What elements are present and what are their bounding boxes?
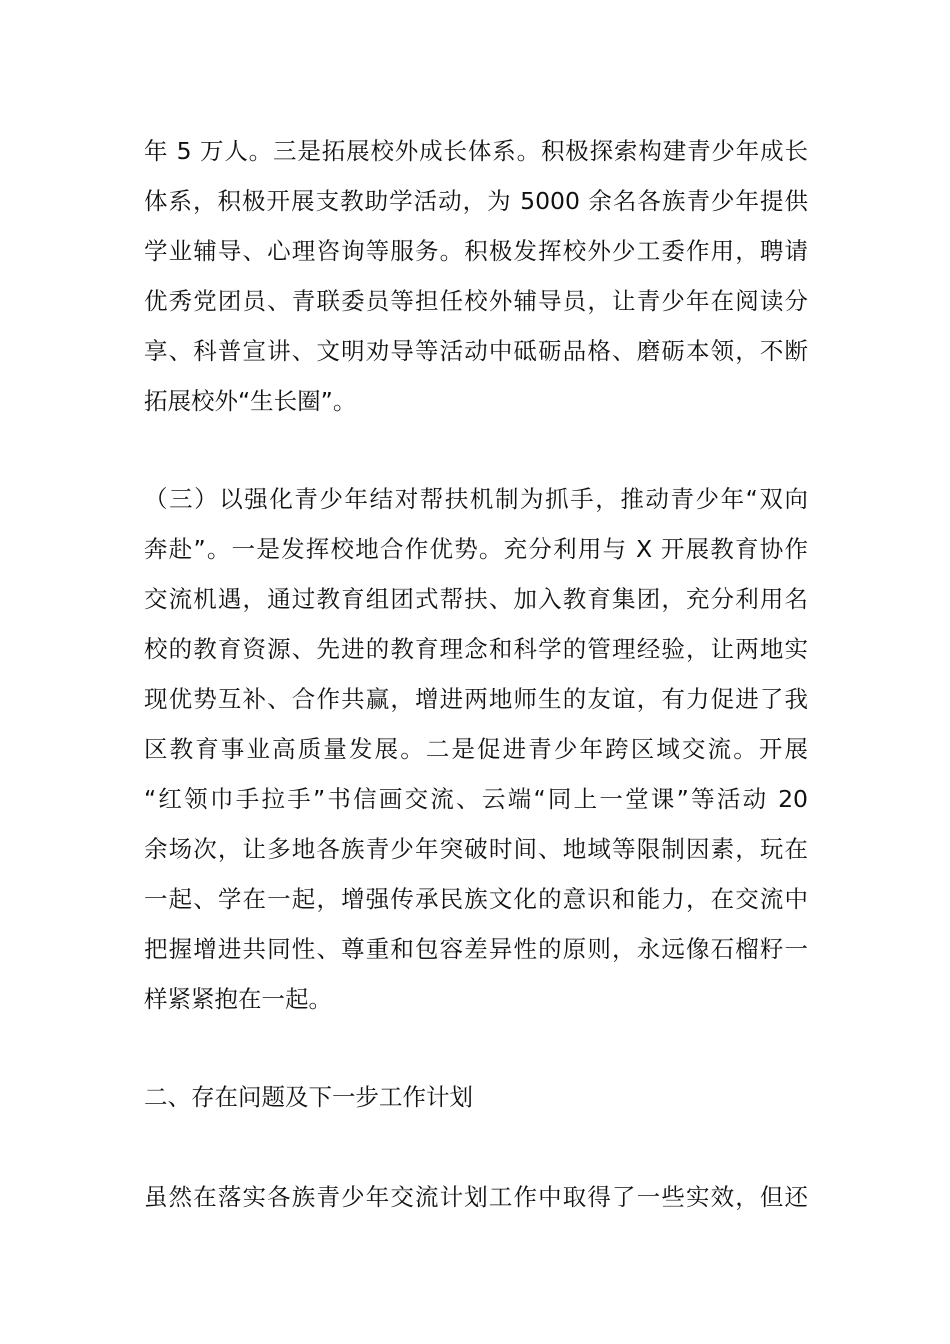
text-line: （三）以强化青少年结对帮扶机制为抓手，推动青少年“双向 (144, 485, 808, 513)
text-line: 虽然在落实各族青少年交流计划工作中取得了一些实效，但还 (144, 1183, 808, 1211)
text-line: 学业辅导、心理咨询等服务。积极发挥校外少工委作用，聘请 (144, 237, 808, 265)
text-line: 区教育事业高质量发展。二是促进青少年跨区域交流。开展 (144, 735, 808, 763)
text-line: 优秀党团员、青联委员等担任校外辅导员，让青少年在阅读分 (144, 287, 808, 315)
text-line: 交流机遇，通过教育组团式帮扶、加入教育集团，充分利用名 (144, 585, 808, 613)
text-line: 享、科普宣讲、文明劝导等活动中砥砺品格、磨砺本领，不断 (144, 337, 808, 365)
section-heading: 二、存在问题及下一步工作计划 (144, 1083, 473, 1111)
text-line: 奔赴”。一是发挥校地合作优势。充分利用与 X 开展教育协作 (144, 535, 808, 563)
text-line: 余场次，让多地各族青少年突破时间、地域等限制因素，玩在 (144, 835, 808, 863)
text-line: 现优势互补、合作共赢，增进两地师生的友谊，有力促进了我 (144, 685, 808, 713)
text-line: 年 5 万人。三是拓展校外成长体系。积极探索构建青少年成长 (144, 137, 808, 165)
text-line: 校的教育资源、先进的教育理念和科学的管理经验，让两地实 (144, 635, 808, 663)
text-line: 样紧紧抱在一起。 (144, 985, 332, 1013)
text-line: “红领巾手拉手”书信画交流、云端“同上一堂课”等活动 20 (144, 785, 808, 813)
text-line: 把握增进共同性、尊重和包容差异性的原则，永远像石榴籽一 (144, 935, 808, 963)
text-line: 体系，积极开展支教助学活动，为 5000 余名各族青少年提供 (144, 187, 808, 215)
text-line: 一起、学在一起，增强传承民族文化的意识和能力，在交流中 (144, 885, 808, 913)
text-line: 拓展校外“生长圈”。 (144, 387, 357, 415)
